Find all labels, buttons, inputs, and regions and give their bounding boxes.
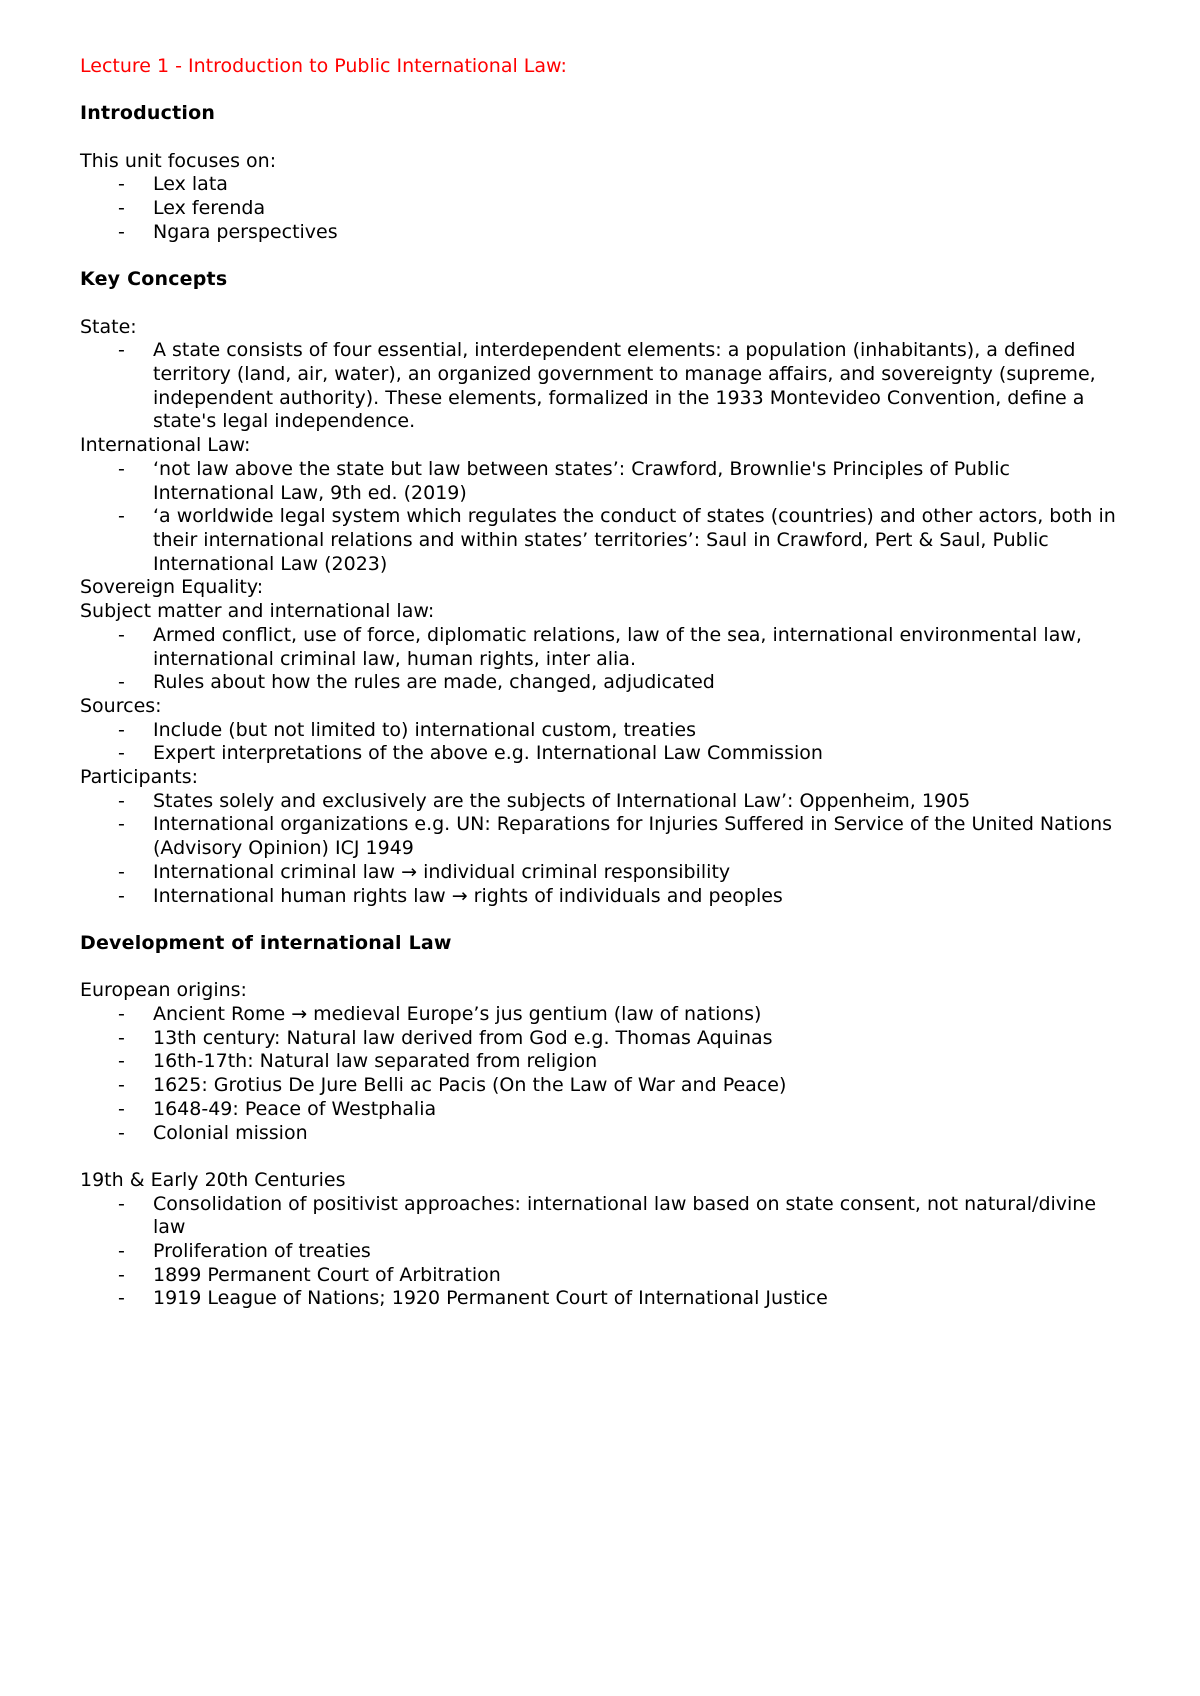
- list-item-text: Consolidation of positivist approaches: international law based on state consent, not natural/divine law: [153, 1192, 1097, 1239]
- list-item: [80, 1240, 1120, 1264]
- list-item-text: International organizations e.g. UN: Reparations for Injuries Suffered in Service of the United Nations (Advisory Opinion) ICJ 1949: [153, 813, 1113, 860]
- bullet-dash: -: [118, 1003, 125, 1026]
- group-label: Subject matter and international law:: [80, 600, 435, 623]
- list-item-text: Armed conflict, use of force, diplomatic relations, law of the sea, international environmental law, international criminal law, human rights, inter alia.: [153, 623, 1082, 670]
- list-item: [80, 1287, 1120, 1311]
- bullet-dash: -: [118, 813, 125, 836]
- list-item-text: Colonial mission: [153, 1121, 308, 1144]
- list-item: [80, 1027, 1120, 1051]
- spacer: [80, 79, 1120, 103]
- bullet-list: [80, 458, 1120, 577]
- group-label: State:: [80, 315, 137, 338]
- document-page: [80, 55, 1120, 1311]
- list-item: [80, 458, 1120, 505]
- bullet-dash: -: [118, 884, 125, 907]
- bullet-dash: -: [118, 623, 125, 646]
- document-title: Lecture 1 - Introduction to Public International Law:: [80, 55, 567, 77]
- bullet-list: [80, 1003, 1120, 1145]
- spacer: [80, 292, 1120, 316]
- bullet-dash: -: [118, 339, 125, 362]
- group-label: International Law:: [80, 434, 251, 457]
- bullet-dash: -: [118, 860, 125, 883]
- list-item: [80, 197, 1120, 221]
- list-item: [80, 1122, 1120, 1146]
- spacer: [80, 956, 1120, 980]
- bullet-dash: -: [118, 742, 125, 765]
- list-item-text: Rules about how the rules are made, changed, adjudicated: [153, 671, 715, 694]
- bullet-dash: -: [118, 1240, 125, 1263]
- group-label: Participants:: [80, 766, 199, 789]
- bullet-dash: -: [118, 1074, 125, 1097]
- list-item: [80, 339, 1120, 434]
- list-item: [80, 885, 1120, 909]
- list-item: [80, 671, 1120, 695]
- list-item: [80, 861, 1120, 885]
- list-item-text: 16th-17th: Natural law separated from religion: [153, 1050, 598, 1073]
- spacer: [80, 908, 1120, 932]
- bullet-dash: -: [118, 505, 125, 528]
- list-item-text: Include (but not limited to) international custom, treaties: [153, 718, 696, 741]
- bullet-dash: -: [118, 1287, 125, 1310]
- list-item: [80, 742, 1120, 766]
- group-label: 19th & Early 20th Centuries: [80, 1168, 346, 1191]
- list-item-text: International human rights law → rights of individuals and peoples: [153, 884, 783, 907]
- list-item: [80, 624, 1120, 671]
- list-item: [80, 1193, 1120, 1240]
- list-item: [80, 1003, 1120, 1027]
- bullet-list: [80, 1193, 1120, 1312]
- list-item-text: 13th century: Natural law derived from God e.g. Thomas Aquinas: [153, 1026, 773, 1049]
- list-item-text: 1899 Permanent Court of Arbitration: [153, 1263, 501, 1286]
- bullet-dash: -: [118, 718, 125, 741]
- list-item-text: International criminal law → individual criminal responsibility: [153, 860, 731, 883]
- spacer: [80, 126, 1120, 150]
- list-item-text: Ancient Rome → medieval Europe’s jus gentium (law of nations): [153, 1003, 762, 1026]
- list-item-text: 1625: Grotius De Jure Belli ac Pacis (On the Law of War and Peace): [153, 1074, 787, 1097]
- bullet-dash: -: [118, 457, 125, 480]
- list-item: [80, 1098, 1120, 1122]
- bullet-dash: -: [118, 220, 125, 243]
- bullet-list: [80, 790, 1120, 909]
- list-item-text: Expert interpretations of the above e.g. International Law Commission: [153, 742, 823, 765]
- list-item-text: 1919 League of Nations; 1920 Permanent Court of International Justice: [153, 1287, 828, 1310]
- list-item-text: ‘a worldwide legal system which regulates the conduct of states (countries) and other actors, both in their international relations and within states’ territories’: Saul in Crawford, Pert & Saul, Public International Law (2023): [153, 505, 1116, 575]
- section-heading-introduction: Introduction: [80, 102, 216, 125]
- section-heading-key-concepts: Key Concepts: [80, 268, 228, 291]
- list-item-text: ‘not law above the state but law between states’: Crawford, Brownlie's Principles of Public International Law, 9th ed. (2019): [153, 457, 1010, 504]
- group-label: This unit focuses on:: [80, 149, 277, 172]
- list-item: [80, 1264, 1120, 1288]
- bullet-dash: -: [118, 173, 125, 196]
- list-item-text: Lex lata: [153, 173, 228, 196]
- list-item: [80, 719, 1120, 743]
- list-item-text: States solely and exclusively are the subjects of International Law’: Oppenheim, 1905: [153, 789, 971, 812]
- bullet-dash: -: [118, 1121, 125, 1144]
- list-item: [80, 813, 1120, 860]
- spacer: [80, 1145, 1120, 1169]
- list-item: [80, 1050, 1120, 1074]
- list-item: [80, 1074, 1120, 1098]
- bullet-dash: -: [118, 1026, 125, 1049]
- spacer: [80, 245, 1120, 269]
- bullet-dash: -: [118, 1097, 125, 1120]
- bullet-dash: -: [118, 1263, 125, 1286]
- list-item: [80, 505, 1120, 576]
- list-item-text: A state consists of four essential, interdependent elements: a population (inhabitants), a defined territory (land, air, water), an organized government to manage affairs, and sovereignty (supreme, independent authority). These elements, formalized in the 1933 Montevideo Convention, define a state's legal independence.: [153, 339, 1096, 433]
- list-item-text: Proliferation of treaties: [153, 1240, 371, 1263]
- bullet-list: [80, 624, 1120, 695]
- list-item-text: Ngara perspectives: [153, 220, 338, 243]
- bullet-dash: -: [118, 1050, 125, 1073]
- bullet-dash: -: [118, 789, 125, 812]
- group-label: European origins:: [80, 979, 247, 1002]
- bullet-dash: -: [118, 197, 125, 220]
- list-item-text: Lex ferenda: [153, 197, 266, 220]
- bullet-dash: -: [118, 1192, 125, 1215]
- bullet-dash: -: [118, 671, 125, 694]
- section-heading-development: Development of international Law: [80, 931, 452, 954]
- group-label: Sovereign Equality:: [80, 576, 264, 599]
- bullet-list: [80, 339, 1120, 434]
- bullet-list: [80, 173, 1120, 244]
- list-item: [80, 790, 1120, 814]
- list-item-text: 1648-49: Peace of Westphalia: [153, 1097, 437, 1120]
- list-item: [80, 173, 1120, 197]
- group-label: Sources:: [80, 694, 162, 717]
- list-item: [80, 221, 1120, 245]
- bullet-list: [80, 719, 1120, 766]
